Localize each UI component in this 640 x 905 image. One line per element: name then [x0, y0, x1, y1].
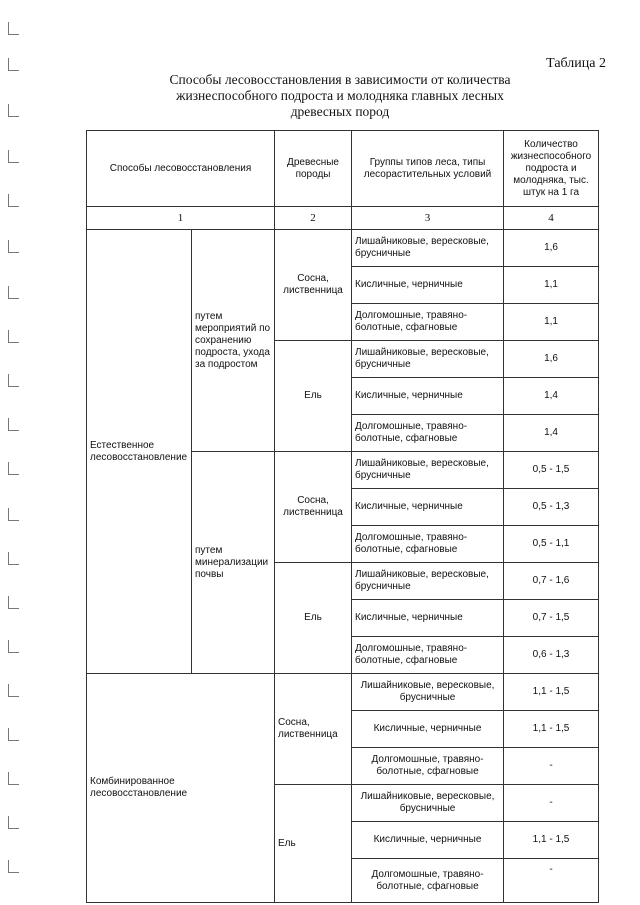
quantity-value: 1,1 - 1,5	[504, 711, 599, 748]
forest-type-lichen: Лишайниковые, вересковые, брусничные	[352, 563, 504, 600]
forest-type-lichen: Лишайниковые, вересковые, брусничные	[352, 785, 504, 822]
header-row	[87, 131, 599, 207]
table-label: Таблица 2	[546, 56, 606, 71]
forest-type-sour: Кисличные, черничные	[352, 822, 504, 859]
header-methods: Способы лесовосстановления	[87, 131, 275, 207]
method-natural-sub2: путем минерализации почвы	[192, 452, 275, 674]
species-spruce: Ель	[275, 785, 352, 903]
forest-type-lichen: Лишайниковые, вересковые, брусничные	[352, 452, 504, 489]
forest-type-longmoss: Долгомошные, травяно-болотные, сфагновые	[352, 526, 504, 563]
column-number: 4	[504, 207, 599, 230]
quantity-value: -	[504, 748, 599, 785]
forest-type-sour: Кисличные, черничные	[352, 711, 504, 748]
quantity-value: 1,1	[504, 304, 599, 341]
header-quantity: Количество жизнеспособного подроста и молодняка, тыс. штук на 1 га	[504, 131, 599, 207]
species-pine-larch: Сосна, лиственница	[275, 230, 352, 341]
column-number: 2	[275, 207, 352, 230]
quantity-value: 1,1 - 1,5	[504, 674, 599, 711]
forest-type-lichen: Лишайниковые, вересковые, брусничные	[352, 341, 504, 378]
quantity-value: 0,5 - 1,5	[504, 452, 599, 489]
forest-type-lichen: Лишайниковые, вересковые, брусничные	[352, 674, 504, 711]
forest-type-longmoss: Долгомошные, травяно-болотные, сфагновые	[352, 304, 504, 341]
species-spruce: Ель	[275, 341, 352, 452]
forest-type-longmoss: Долгомошные, травяно-болотные, сфагновые	[352, 748, 504, 785]
quantity-value: -	[504, 785, 599, 822]
reforestation-table	[86, 130, 599, 903]
forest-type-sour: Кисличные, черничные	[352, 378, 504, 415]
forest-type-longmoss: Долгомошные, травяно-болотные, сфагновые	[352, 859, 504, 903]
table-row	[87, 230, 599, 267]
quantity-value: 0,6 - 1,3	[504, 637, 599, 674]
species-pine-larch: Сосна, лиственница	[275, 452, 352, 563]
quantity-value: 1,6	[504, 230, 599, 267]
header-forest-types: Группы типов леса, типы лесорастительных условий	[352, 131, 504, 207]
forest-type-longmoss: Долгомошные, травяно-болотные, сфагновые	[352, 637, 504, 674]
quantity-value: 0,5 - 1,3	[504, 489, 599, 526]
forest-type-sour: Кисличные, черничные	[352, 489, 504, 526]
species-pine-larch: Сосна, лиственница	[275, 674, 352, 785]
species-spruce: Ель	[275, 563, 352, 674]
column-number: 1	[87, 207, 275, 230]
quantity-value: 0,7 - 1,6	[504, 563, 599, 600]
column-numbers-row	[87, 207, 599, 230]
quantity-value: 0,5 - 1,1	[504, 526, 599, 563]
header-species: Древесные породы	[275, 131, 352, 207]
forest-type-sour: Кисличные, черничные	[352, 600, 504, 637]
forest-type-longmoss: Долгомошные, травяно-болотные, сфагновые	[352, 415, 504, 452]
quantity-value: 1,1 - 1,5	[504, 822, 599, 859]
method-natural-sub1: путем мероприятий по сохранению подроста, ухода за подростом	[192, 230, 275, 452]
quantity-value: 1,6	[504, 341, 599, 378]
method-natural: Естественное лесовосстановление	[87, 230, 192, 674]
quantity-value: 1,1	[504, 267, 599, 304]
forest-type-lichen: Лишайниковые, вересковые, брусничные	[352, 230, 504, 267]
method-combined: Комбинированное лесовосстановление	[87, 674, 275, 903]
quantity-value: 0,7 - 1,5	[504, 600, 599, 637]
quantity-value: -	[504, 859, 599, 903]
binder-margin	[0, 0, 24, 905]
quantity-value: 1,4	[504, 415, 599, 452]
table-title: Способы лесовосстановления в зависимости от количества жизнеспособного подроста и молодняка главных лесных древесных пород	[169, 72, 511, 119]
quantity-value: 1,4	[504, 378, 599, 415]
column-number: 3	[352, 207, 504, 230]
table-row	[87, 674, 599, 711]
forest-type-sour: Кисличные, черничные	[352, 267, 504, 304]
